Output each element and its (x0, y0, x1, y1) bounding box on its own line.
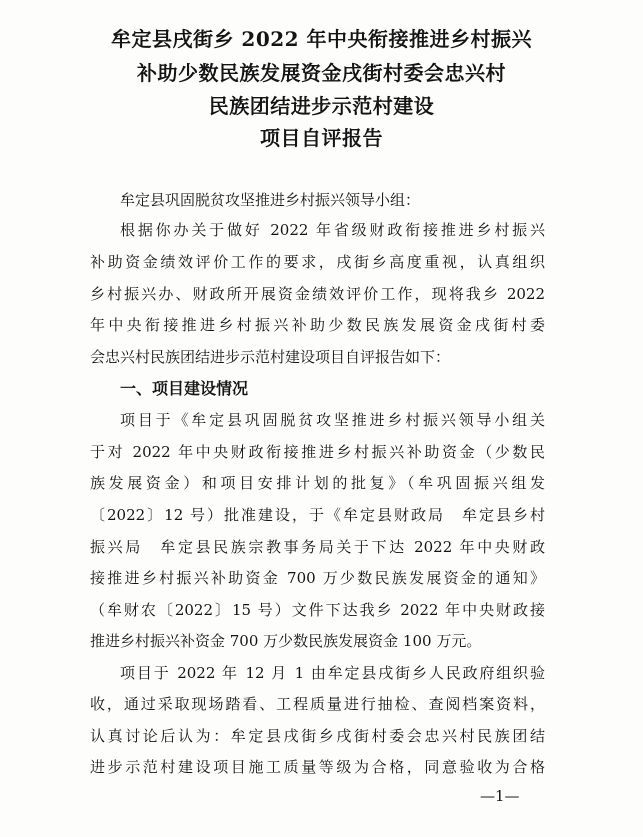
salutation: 牟定县巩固脱贫攻坚推进乡村振兴领导小组： (120, 191, 421, 209)
paragraph-2-line: （牟财农〔2022〕15 号）文件下达我乡 2022 年中央财政接 (90, 601, 545, 619)
paragraph-1-line: 年中央衔接推进乡村振兴补助少数民族发展资金戌街村委 (90, 316, 545, 334)
title-line-3: 民族团结进步示范村建设 (208, 94, 435, 118)
paragraph-2-line: 接推进乡村振兴补助资金 700 万少数民族发展资金的通知》 (90, 569, 545, 587)
paragraph-2-line: 项目于《牟定县巩固脱贫攻坚推进乡村振兴领导小组关 (120, 411, 545, 429)
paragraph-3-line: 进步示范村建设项目施工质量等级为合格，同意验收为合格 (90, 758, 545, 776)
paragraph-1-line: 会忠兴村民族团结进步示范村建设项目自评报告如下： (90, 348, 451, 366)
paragraph-2-line: 〔2022〕12 号）批准建设，于《牟定县财政局 牟定县乡村 (90, 506, 545, 524)
paragraph-2-line: 振兴局 牟定县民族宗教事务局关于下达 2022 年中央财政 (90, 538, 545, 556)
paragraph-3-line: 收，通过采取现场踏看、工程质量进行抽检、查阅档案资料， (90, 695, 545, 713)
paragraph-1-line: 根据你办关于做好 2022 年省级财政衔接推进乡村振兴 (120, 221, 545, 239)
paragraph-2-line: 族发展资金）和项目安排计划的批复》（牟巩固振兴组发 (90, 474, 545, 492)
paragraph-1-line: 补助资金绩效评价工作的要求，戌街乡高度重视，认真组织 (90, 253, 545, 271)
paragraph-2-line: 于对 2022 年中央财政衔接推进乡村振兴补助资金（少数民 (90, 443, 545, 461)
title-line-2: 补助少数民族发展资金戌街村委会忠兴村 (137, 61, 506, 85)
paragraph-3-line: 认真讨论后认为：牟定县戌街乡戌街村委会忠兴村民族团结 (90, 727, 545, 745)
paragraph-3-line: 项目于 2022 年 12 月 1 由牟定县戌街乡人民政府组织验 (120, 664, 545, 682)
title-line-4: 项目自评报告 (260, 126, 383, 150)
section-heading: 一、项目建设情况 (120, 379, 249, 398)
page-number: —1— (480, 787, 520, 805)
paragraph-2-line: 推进乡村振兴补资金 700 万少数民族发展资金 100 万元。 (90, 632, 482, 650)
title-line-1: 牟定县戌街乡 2022 年中央衔接推进乡村振兴 (110, 27, 533, 51)
paragraph-1-line: 乡村振兴办、财政所开展资金绩效评价工作，现将我乡 2022 (90, 285, 545, 303)
